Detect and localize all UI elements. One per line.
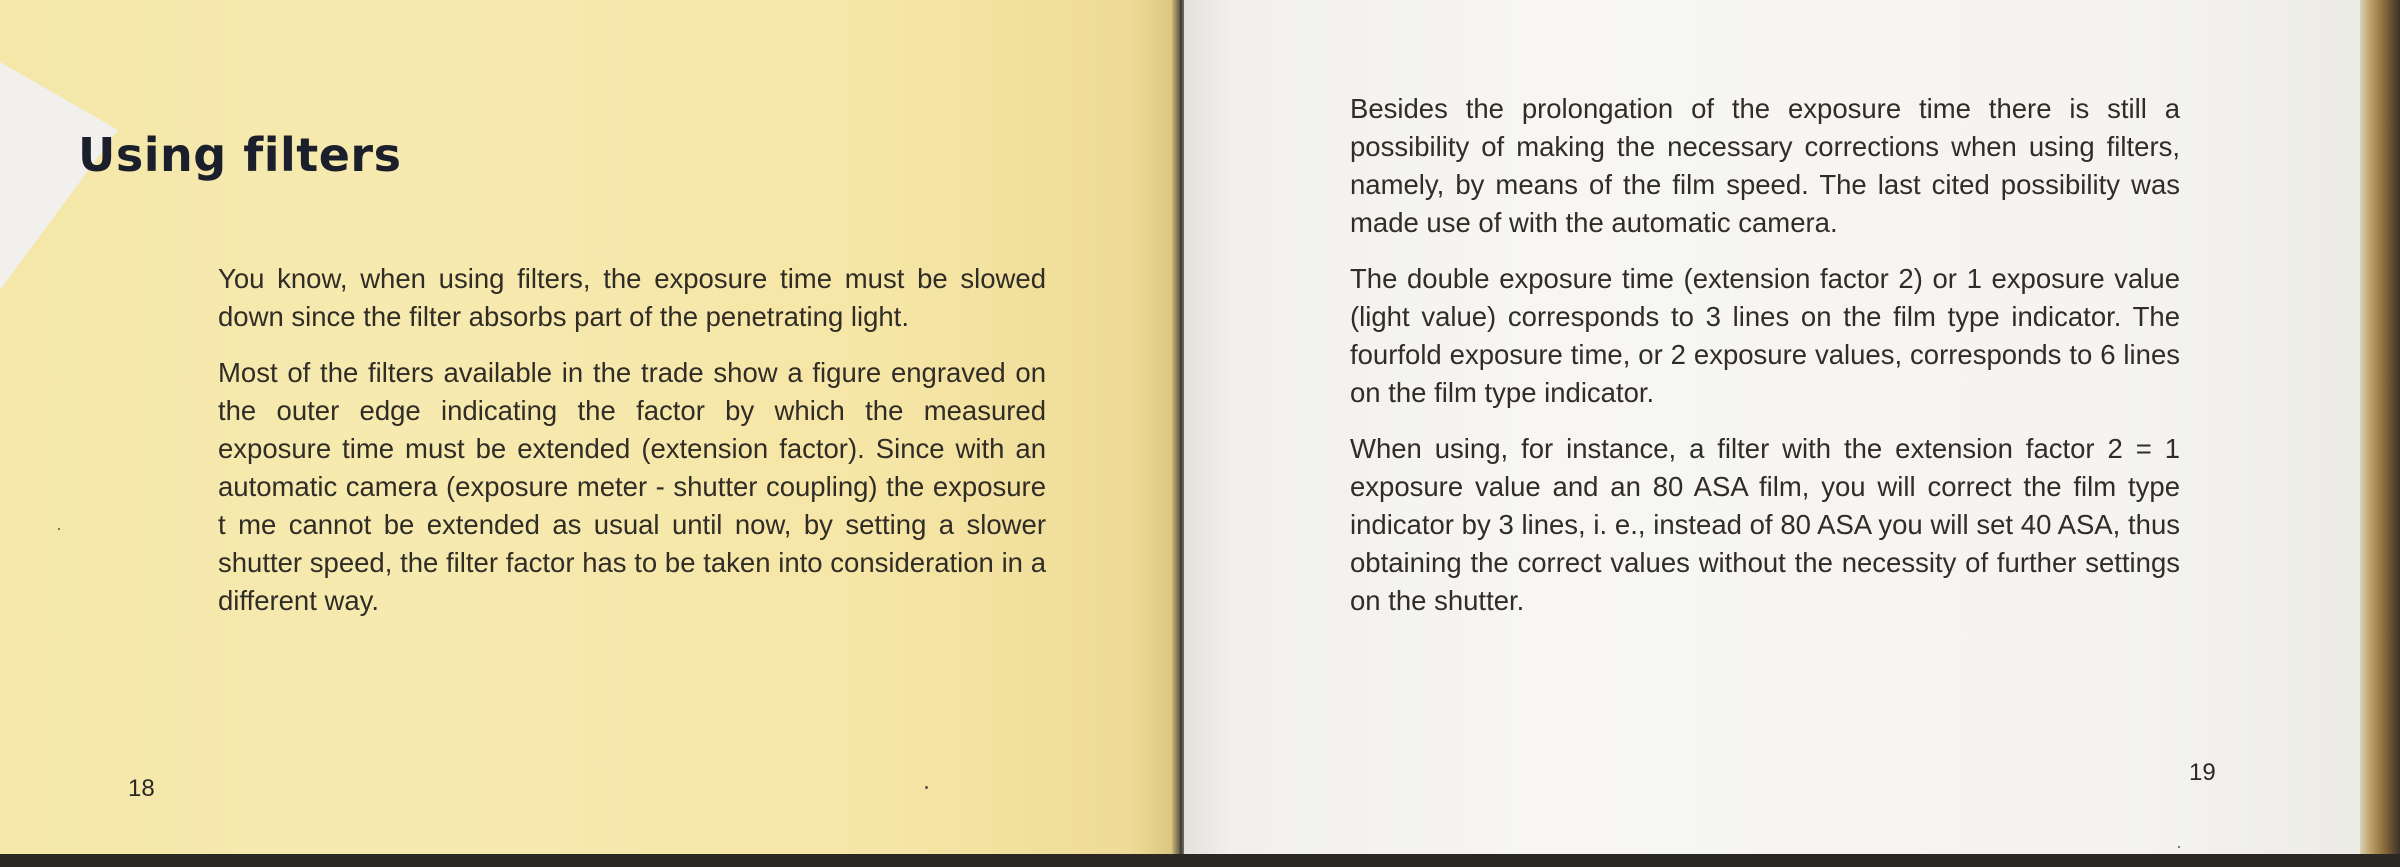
right-body-text [1350, 90, 2180, 638]
paper-speck [58, 528, 60, 530]
paragraph: When using, for instance, a filter with the extension factor 2 = 1 exposure value and an 80 ASA film, you will correct the film type indicator by 3 lines, i. e., instead of 80 ASA you will set 40 ASA, thus obtaining the correct values without the necessity of further settings on the shutter. [1350, 433, 2180, 616]
paragraph: You know, when using filters, the exposure time must be slowed down since the filter absorbs part of the penetrating light. [218, 263, 1046, 332]
scan-bottom-edge [0, 854, 2400, 867]
paragraph: Most of the filters available in the trade show a figure engraved on the outer edge indicating the factor by which the measured exposure time must be extended (extension factor). Since with an automatic camera (exposure meter - shutter coupling) the exposure t me cannot be extended as usual until now, by setting a slower shutter speed, the filter factor has to be taken into consideration in a different way. [218, 357, 1046, 616]
paper-speck [925, 786, 928, 789]
paper-speck [2178, 846, 2180, 848]
page-edge [2360, 0, 2400, 867]
left-page [0, 0, 1178, 867]
page-number-left: 18 [128, 775, 155, 802]
right-page [1184, 0, 2360, 867]
paragraph: The double exposure time (extension factor 2) or 1 exposure value (light value) corresponds to 3 lines on the film type indicator. The fourfold exposure time, or 2 exposure values, corresponds to 6 lines on the film type indicator. [1350, 263, 2180, 408]
page-number-right: 19 [2189, 759, 2216, 786]
paragraph: Besides the prolongation of the exposure time there is still a possibility of making the necessary corrections when using filters, namely, by means of the film speed. The last cited possibility was made use of with the automatic camera. [1350, 93, 2180, 238]
page-title: Using filters [78, 128, 402, 182]
left-body-text [218, 260, 1046, 638]
